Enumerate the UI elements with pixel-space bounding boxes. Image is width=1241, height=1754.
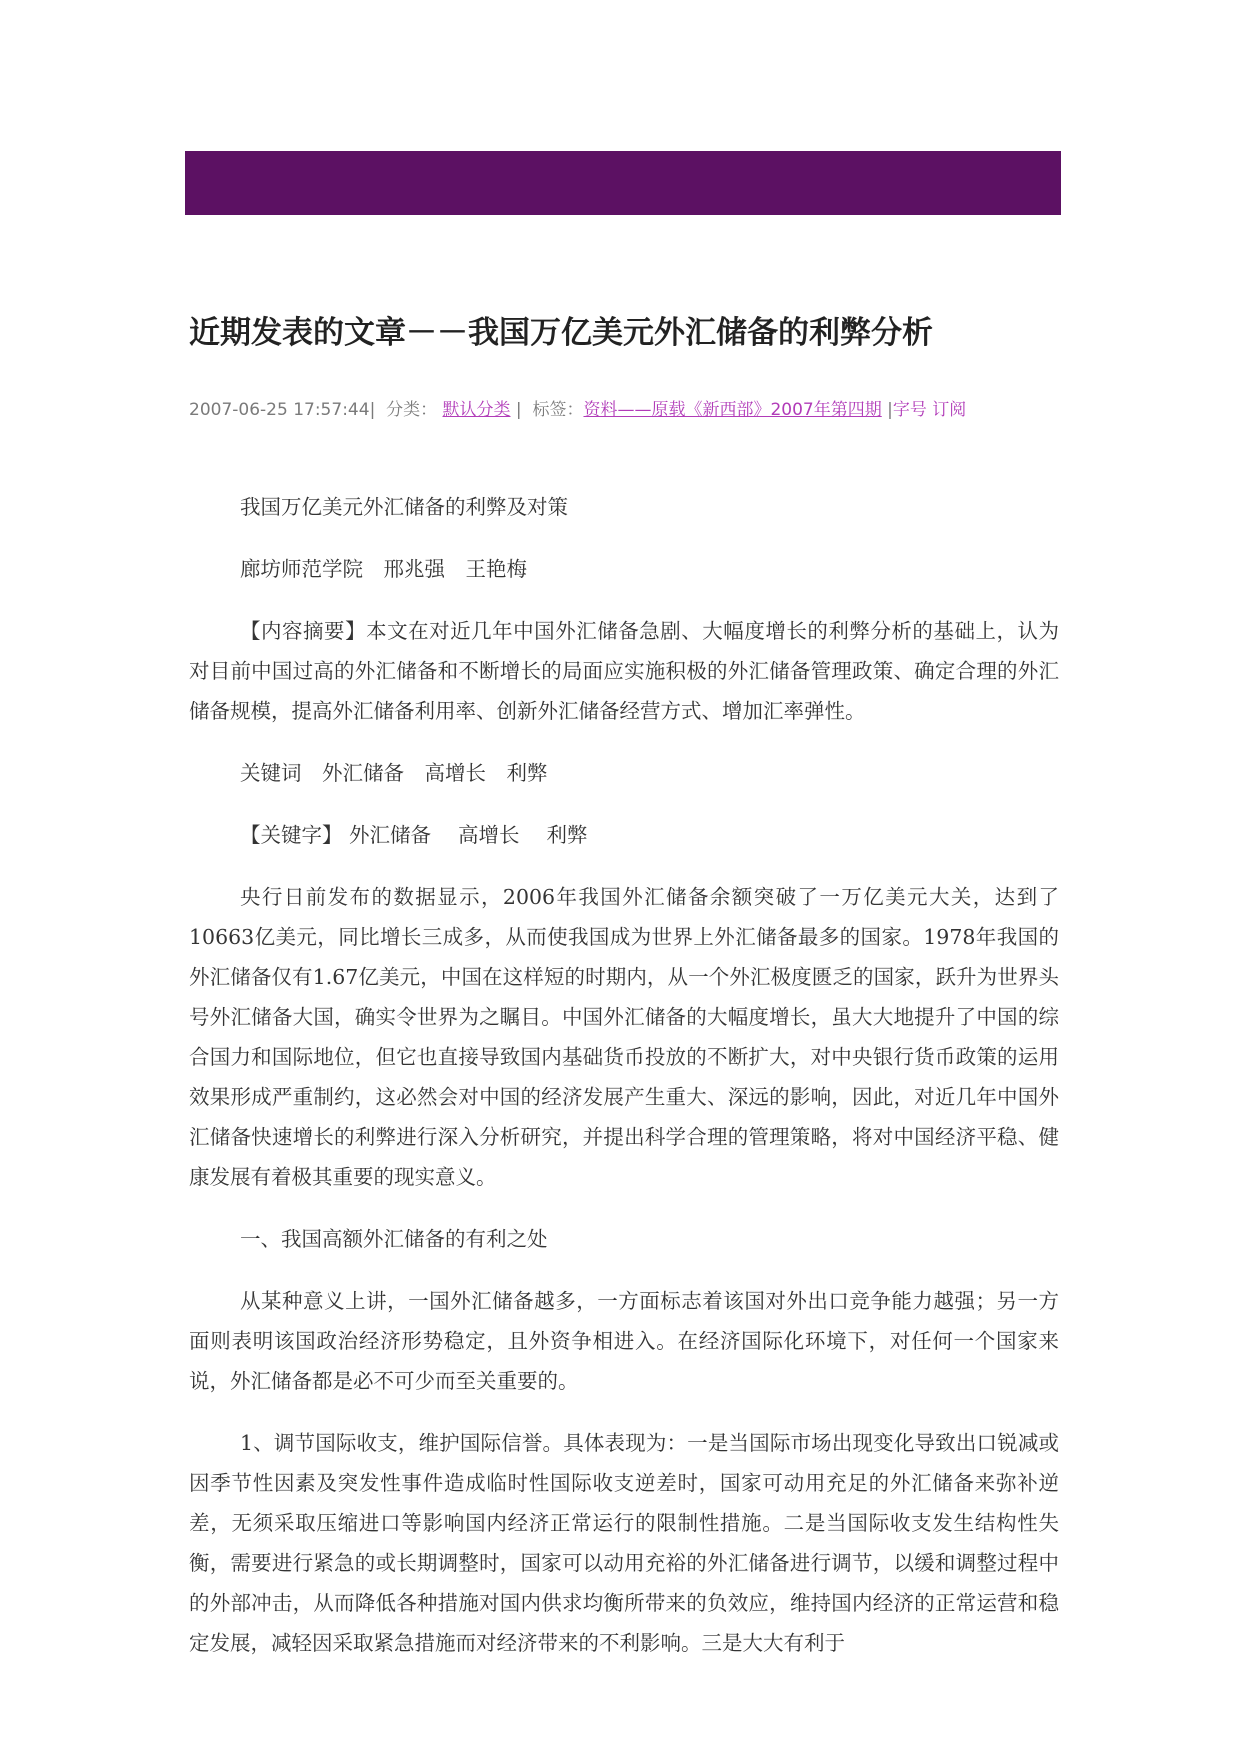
article-subtitle: 我国万亿美元外汇储备的利弊及对策 <box>240 495 568 519</box>
article-keywords-alt: 【关键字】 外汇储备 高增长 利弊 <box>240 823 588 847</box>
font-size-link[interactable]: 字号 <box>892 400 927 420</box>
section-heading: 一、我国高额外汇储备的有利之处 <box>240 1227 548 1251</box>
subscribe-link[interactable]: 订阅 <box>932 400 967 420</box>
article-keywords: 关键词 外汇储备 高增长 利弊 <box>240 761 548 785</box>
body-paragraph: 1、调节国际收支，维护国际信誉。具体表现为：一是当国际市场出现变化导致出口锐减或因季节性因素及突发性事件造成临时性国际收支逆差时，国家可动用充足的外汇储备来弥补逆差，无须采取压缩进口等影响国内经济正常运行的限制性措施。二是当国际收支发生结构性失衡，需要进行紧急的或长期调整时，国家可以动用充裕的外汇储备进行调节，以缓和调整过程中的外部冲击，从而降低各种措施对国内供求均衡所带来的负效应，维持国内经济的正常运营和稳定发展，减轻因采取紧急措施而对经济带来的不利影响。三是大大有利于 <box>189 1431 1059 1655</box>
article-meta <box>189 398 1069 422</box>
tags-label: 标签： <box>532 400 584 420</box>
category-link[interactable]: 默认分类 <box>442 400 511 420</box>
meta-separator: | <box>510 400 533 420</box>
post-datetime: 2007-06-25 17:57:44 <box>189 400 370 420</box>
meta-separator: | <box>369 400 387 420</box>
meta-separator: | <box>881 400 893 420</box>
article-title: 近期发表的文章－－我国万亿美元外汇储备的利弊分析 <box>189 315 933 351</box>
header-banner <box>185 151 1061 215</box>
article-body <box>189 487 1059 1663</box>
tag-link[interactable]: 资料——原载《新西部》2007年第四期 <box>583 400 882 420</box>
body-paragraph: 从某种意义上讲，一国外汇储备越多，一方面标志着该国对外出口竞争能力越强；另一方面则表明该国政治经济形势稳定，且外资争相进入。在经济国际化环境下，对任何一个国家来说，外汇储备都是必不可少而至关重要的。 <box>189 1289 1059 1393</box>
article-abstract: 【内容摘要】本文在对近几年中国外汇储备急剧、大幅度增长的利弊分析的基础上，认为对目前中国过高的外汇储备和不断增长的局面应实施积极的外汇储备管理政策、确定合理的外汇储备规模，提高外汇储备利用率、创新外汇储备经营方式、增加汇率弹性。 <box>189 619 1059 723</box>
body-paragraph: 央行日前发布的数据显示，2006年我国外汇储备余额突破了一万亿美元大关，达到了10663亿美元，同比增长三成多，从而使我国成为世界上外汇储备最多的国家。1978年我国的外汇储备仅有1.67亿美元，中国在这样短的时期内，从一个外汇极度匮乏的国家，跃升为世界头号外汇储备大国，确实令世界为之瞩目。中国外汇储备的大幅度增长，虽大大地提升了中国的综合国力和国际地位，但它也直接导致国内基础货币投放的不断扩大，对中央银行货币政策的运用效果形成严重制约，这必然会对中国的经济发展产生重大、深远的影响，因此，对近几年中国外汇储备快速增长的利弊进行深入分析研究，并提出科学合理的管理策略，将对中国经济平稳、健康发展有着极其重要的现实意义。 <box>189 885 1059 1189</box>
article-authors: 廊坊师范学院 邢兆强 王艳梅 <box>240 557 527 581</box>
category-label: 分类： <box>386 400 438 420</box>
